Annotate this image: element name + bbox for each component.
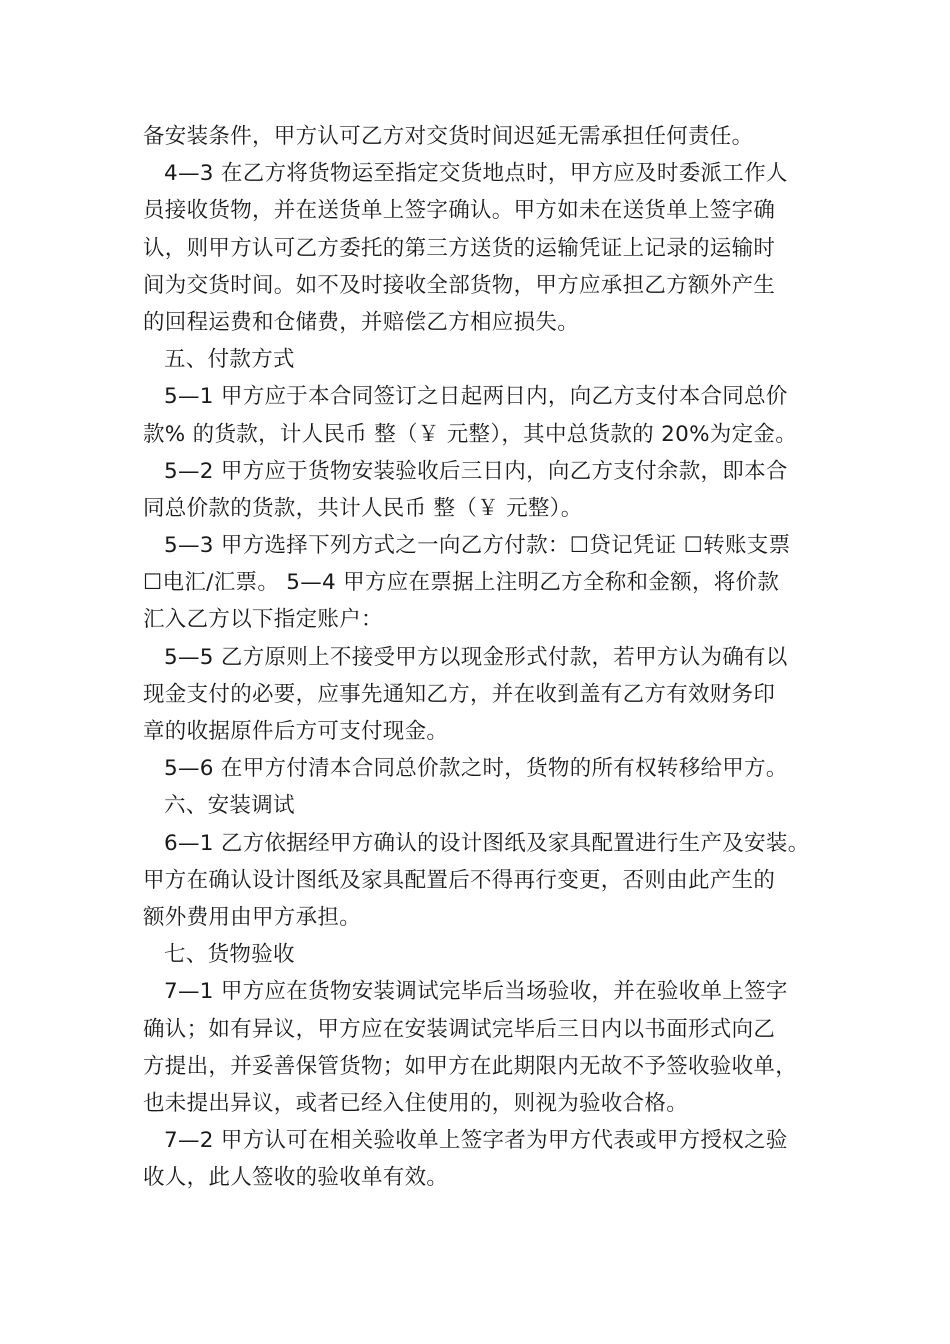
text-line: 也未提出异议，或者已经入住使用的，则视为验收合格。 [143, 1090, 689, 1116]
text-line: 6—1 乙方依据经甲方确认的设计图纸及家具配置进行生产及安装。 [164, 830, 810, 856]
text-line: 七、货物验收 [164, 942, 295, 968]
text-line: 5—3 甲方选择下列方式之一向乙方付款：☐贷记凭证 ☐转账支票 [164, 533, 791, 559]
text-line: 五、付款方式 [164, 347, 295, 373]
text-line: ☐电汇/汇票。 5—4 甲方应在票据上注明乙方全称和金额，将价款 [143, 570, 780, 596]
text-line: 5—2 甲方应于货物安装验收后三日内，向乙方支付余款，即本合 [164, 458, 788, 484]
contract-text-body [143, 118, 823, 1196]
text-line: 同总价款的货款，共计人民币 整（￥ 元整）。 [143, 495, 583, 521]
text-line: 7—2 甲方认可在相关验收单上签字者为甲方代表或甲方授权之验 [164, 1128, 788, 1154]
text-line: 现金支付的必要，应事先通知乙方，并在收到盖有乙方有效财务印 [143, 681, 776, 707]
text-line: 确认；如有异议，甲方应在安装调试完毕后三日内以书面形式向乙 [143, 1016, 776, 1042]
text-line: 5—5 乙方原则上不接受甲方以现金形式付款，若甲方认为确有以 [164, 644, 788, 670]
text-line: 间为交货时间。如不及时接收全部货物，甲方应承担乙方额外产生 [143, 272, 776, 298]
text-line: 认，则甲方认可乙方委托的第三方送货的运输凭证上记录的运输时 [143, 235, 776, 261]
text-line: 备安装条件，甲方认可乙方对交货时间迟延无需承担任何责任。 [143, 124, 754, 149]
text-line: 额外费用由甲方承担。 [143, 904, 362, 930]
text-line: 5—1 甲方应于本合同签订之日起两日内，向乙方支付本合同总价 [164, 384, 788, 410]
text-line: 5—6 在甲方付清本合同总价款之时，货物的所有权转移给甲方。 [164, 756, 788, 782]
text-line: 甲方在确认设计图纸及家具配置后不得再行变更，否则由此产生的 [143, 867, 776, 893]
text-line: 员接收货物，并在送货单上签字确认。甲方如未在送货单上签字确 [143, 198, 776, 224]
text-line: 7—1 甲方应在货物安装调试完毕后当场验收，并在验收单上签字 [164, 979, 788, 1005]
text-line: 六、安装调试 [164, 793, 295, 819]
text-line: 章的收据原件后方可支付现金。 [143, 719, 449, 744]
text-line: 汇入乙方以下指定账户： [143, 607, 383, 633]
text-line: 方提出，并妥善保管货物；如甲方在此期限内无故不予签收验收单， [143, 1053, 798, 1079]
text-line: 的回程运费和仓储费，并赔偿乙方相应损失。 [143, 309, 580, 335]
text-line: 4—3 在乙方将货物运至指定交货地点时，甲方应及时委派工作人 [164, 161, 788, 187]
text-line: 款% 的货款，计人民币 整（￥ 元整），其中总货款的 20%为定金。 [143, 421, 798, 447]
text-line: 收人，此人签收的验收单有效。 [143, 1165, 449, 1191]
